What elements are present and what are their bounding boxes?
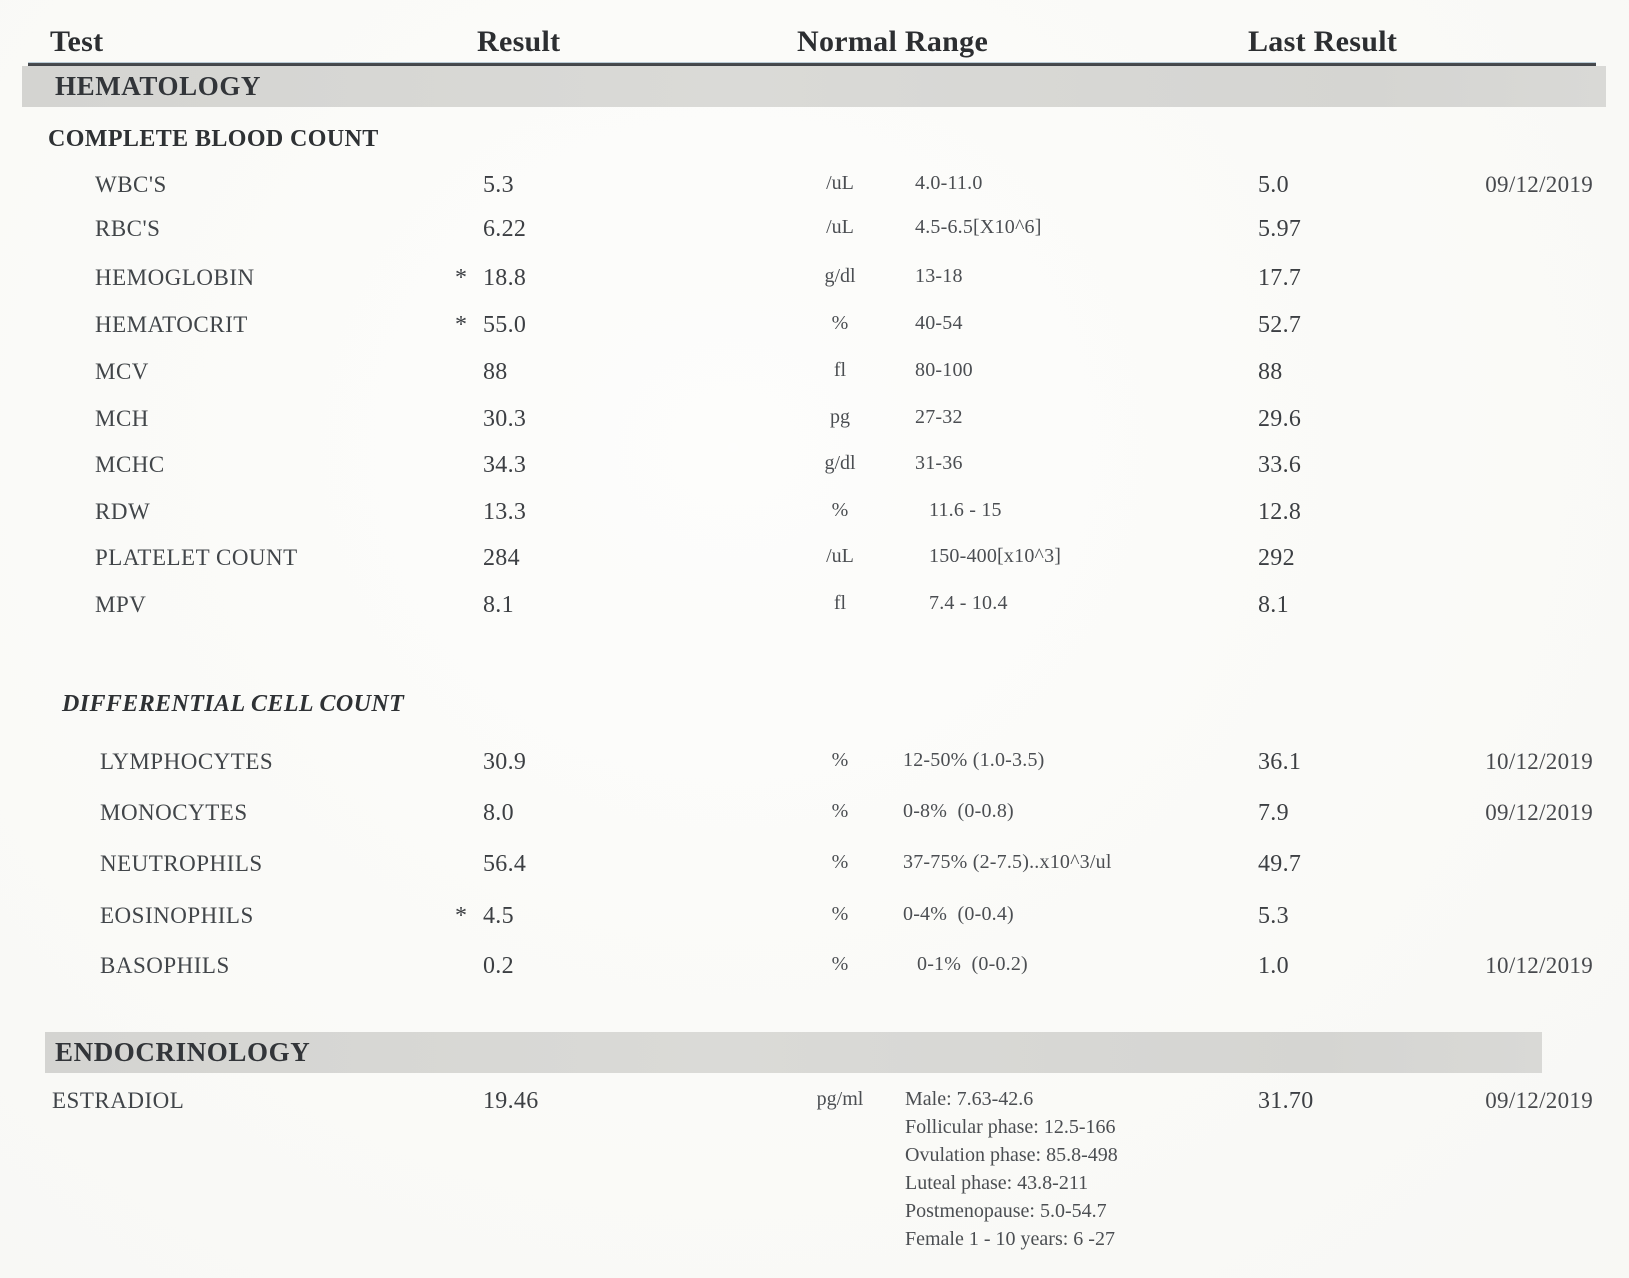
lab-result-row [0,545,1629,579]
normal-range: 0-1% (0-0.2) [917,953,1028,975]
lab-result-row [0,406,1629,440]
lab-result-row [0,749,1629,783]
last-result-value: 52.7 [1258,312,1302,338]
subsection-title-differential-cell-count: DIFFERENTIAL CELL COUNT [62,691,405,717]
lab-result-row [0,953,1629,987]
section-title-endocrinology: ENDOCRINOLOGY [55,1037,311,1067]
lab-result-row [0,172,1629,206]
normal-range: 12-50% (1.0-3.5) [903,749,1045,771]
normal-range-line: Postmenopause: 5.0-54.7 [905,1200,1107,1222]
unit-label: /uL [826,216,854,238]
normal-range: 13-18 [915,265,963,287]
result-value: 19.46 [483,1088,539,1114]
test-name: RDW [95,499,151,524]
result-value: 88 [483,359,508,385]
result-value: 30.3 [483,406,527,432]
test-name: WBC'S [95,172,167,197]
unit-label: % [831,851,849,873]
result-value: 56.4 [483,851,527,877]
normal-range: 4.0-11.0 [915,172,983,194]
lab-result-row [0,216,1629,250]
lab-result-row [0,452,1629,486]
normal-range-multiline [905,1085,1118,1253]
last-result-value: 17.7 [1258,265,1302,291]
result-value: 4.5 [483,903,514,929]
result-value: 30.9 [483,749,527,775]
last-result-value: 5.3 [1258,903,1289,929]
normal-range-line: Follicular phase: 12.5-166 [905,1116,1116,1138]
column-headers [0,25,1629,63]
section-band-endocrinology [45,1032,1542,1073]
unit-label: % [831,953,849,975]
result-value: 284 [483,545,520,571]
unit-label: % [831,749,849,771]
test-name: HEMATOCRIT [95,312,248,337]
abnormal-flag: * [455,312,467,338]
result-value: 55.0 [483,312,527,338]
normal-range: 80-100 [915,359,973,381]
last-result-value: 49.7 [1258,851,1302,877]
test-name: LYMPHOCYTES [100,749,274,774]
normal-range: 27-32 [915,406,963,428]
last-result-value: 5.0 [1258,172,1289,198]
unit-label: g/dl [824,452,856,474]
normal-range: 40-54 [915,312,963,334]
column-header-last-result: Last Result [1248,25,1398,58]
normal-range: 150-400[x10^3] [929,545,1062,567]
result-date: 09/12/2019 [1485,1088,1593,1113]
normal-range: 37-75% (2-7.5)..x10^3/ul [903,851,1112,873]
test-name: RBC'S [95,216,161,241]
lab-result-row [0,265,1629,299]
unit-label: % [831,903,849,925]
last-result-value: 12.8 [1258,499,1302,525]
result-date: 10/12/2019 [1485,749,1593,774]
last-result-value: 29.6 [1258,406,1302,432]
unit-label: pg [830,406,850,428]
result-value: 13.3 [483,499,527,525]
subsection-title-complete-blood-count: COMPLETE BLOOD COUNT [48,126,379,152]
unit-label: % [831,800,849,822]
lab-result-row [0,1088,1629,1250]
result-value: 34.3 [483,452,527,478]
last-result-value: 5.97 [1258,216,1302,242]
unit-label: % [831,499,849,521]
unit-label: /uL [826,172,854,194]
lab-result-row [0,499,1629,533]
test-name: BASOPHILS [100,953,230,978]
section-title-hematology: HEMATOLOGY [55,71,262,101]
lab-result-row [0,592,1629,626]
result-date: 09/12/2019 [1485,172,1593,197]
unit-label: % [831,312,849,334]
column-header-normal-range: Normal Range [797,25,989,58]
unit-label: /uL [826,545,854,567]
test-name: NEUTROPHILS [100,851,263,876]
unit-label: pg/ml [816,1088,864,1110]
normal-range: 0-4% (0-0.4) [903,903,1014,925]
test-name: HEMOGLOBIN [95,265,255,290]
result-value: 8.0 [483,800,514,826]
last-result-value: 88 [1258,359,1283,385]
normal-range: 4.5-6.5[X10^6] [915,216,1042,238]
normal-range: 11.6 - 15 [929,499,1002,521]
normal-range-line: Female 1 - 10 years: 6 -27 [905,1228,1115,1250]
lab-result-row [0,903,1629,937]
abnormal-flag: * [455,265,467,291]
section-band-hematology [22,66,1606,107]
unit-label: fl [833,359,847,381]
normal-range: 7.4 - 10.4 [929,592,1008,614]
last-result-value: 292 [1258,545,1295,571]
abnormal-flag: * [455,903,467,929]
result-value: 0.2 [483,953,514,979]
result-value: 5.3 [483,172,514,198]
normal-range-line: Ovulation phase: 85.8-498 [905,1144,1118,1166]
last-result-value: 36.1 [1258,749,1302,775]
result-value: 18.8 [483,265,527,291]
normal-range-line: Male: 7.63-42.6 [905,1088,1034,1110]
lab-result-row [0,851,1629,885]
last-result-value: 7.9 [1258,800,1289,826]
last-result-value: 33.6 [1258,452,1302,478]
result-date: 10/12/2019 [1485,953,1593,978]
test-name: MCHC [95,452,165,477]
unit-label: g/dl [824,265,856,287]
normal-range: 0-8% (0-0.8) [903,800,1014,822]
lab-result-row [0,800,1629,834]
column-header-result: Result [477,25,561,58]
test-name: ESTRADIOL [52,1088,185,1113]
last-result-value: 31.70 [1258,1088,1314,1114]
normal-range-line: Luteal phase: 43.8-211 [905,1172,1089,1194]
last-result-value: 1.0 [1258,953,1289,979]
test-name: MPV [95,592,147,617]
result-value: 8.1 [483,592,514,618]
test-name: MONOCYTES [100,800,248,825]
unit-label: fl [833,592,847,614]
test-name: MCH [95,406,149,431]
lab-result-row [0,359,1629,393]
column-header-test: Test [50,25,104,58]
test-name: MCV [95,359,149,384]
result-value: 6.22 [483,216,527,242]
test-name: PLATELET COUNT [95,545,298,570]
last-result-value: 8.1 [1258,592,1289,618]
normal-range: 31-36 [915,452,963,474]
lab-result-row [0,312,1629,346]
test-name: EOSINOPHILS [100,903,254,928]
result-date: 09/12/2019 [1485,800,1593,825]
